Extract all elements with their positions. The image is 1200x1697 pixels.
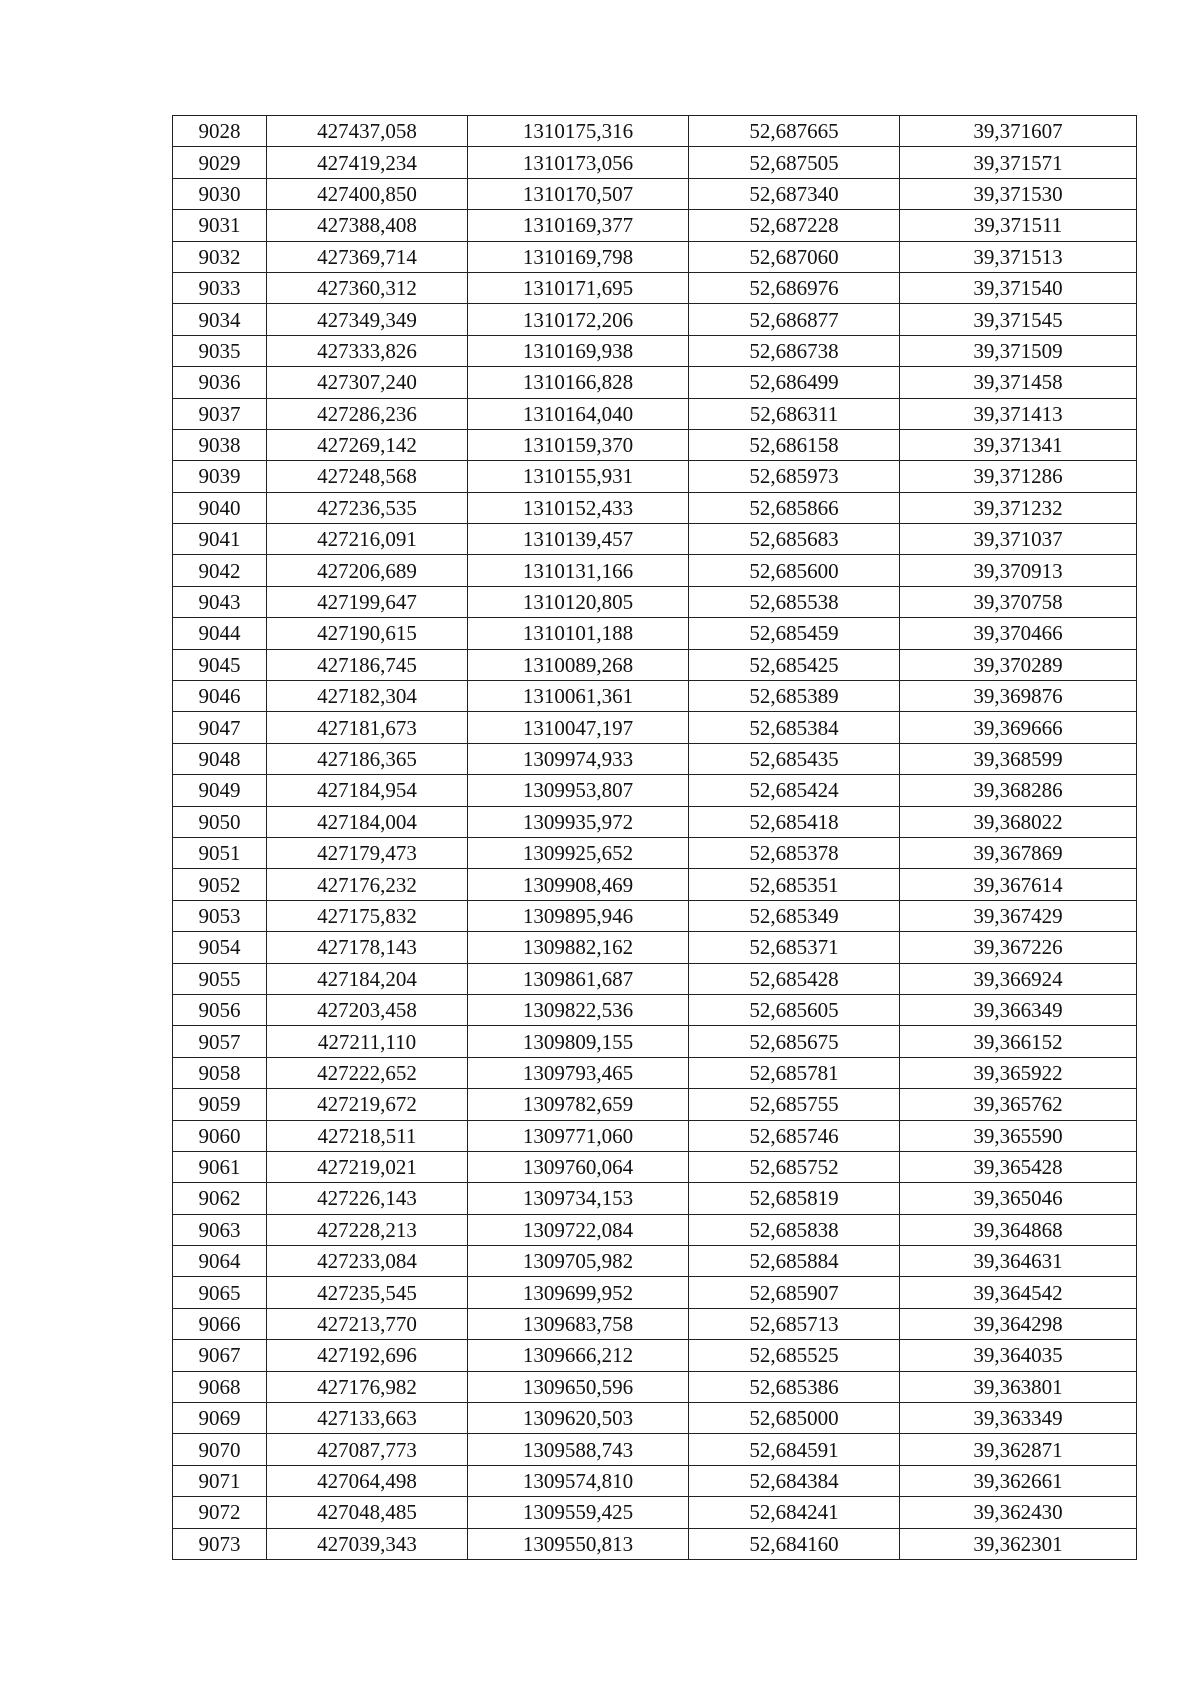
latitude-cell: 52,685781 xyxy=(689,1057,900,1088)
latitude-cell: 52,685746 xyxy=(689,1120,900,1151)
y-coordinate-cell: 1310159,370 xyxy=(468,429,689,460)
longitude-cell: 39,370758 xyxy=(900,586,1137,617)
table-row xyxy=(173,116,1137,147)
x-coordinate-cell: 427184,004 xyxy=(267,806,468,837)
y-coordinate-cell: 1310152,433 xyxy=(468,492,689,523)
longitude-cell: 39,364298 xyxy=(900,1308,1137,1339)
point-number-cell: 9045 xyxy=(173,649,267,680)
longitude-cell: 39,369666 xyxy=(900,712,1137,743)
x-coordinate-cell: 427269,142 xyxy=(267,429,468,460)
y-coordinate-cell: 1310169,798 xyxy=(468,241,689,272)
point-number-cell: 9063 xyxy=(173,1214,267,1245)
longitude-cell: 39,364868 xyxy=(900,1214,1137,1245)
latitude-cell: 52,686499 xyxy=(689,367,900,398)
longitude-cell: 39,371540 xyxy=(900,272,1137,303)
latitude-cell: 52,687340 xyxy=(689,178,900,209)
longitude-cell: 39,371458 xyxy=(900,367,1137,398)
point-number-cell: 9057 xyxy=(173,1026,267,1057)
x-coordinate-cell: 427179,473 xyxy=(267,837,468,868)
x-coordinate-cell: 427178,143 xyxy=(267,932,468,963)
longitude-cell: 39,366924 xyxy=(900,963,1137,994)
point-number-cell: 9070 xyxy=(173,1434,267,1465)
latitude-cell: 52,685838 xyxy=(689,1214,900,1245)
point-number-cell: 9047 xyxy=(173,712,267,743)
table-row xyxy=(173,1151,1137,1182)
point-number-cell: 9035 xyxy=(173,335,267,366)
point-number-cell: 9049 xyxy=(173,775,267,806)
table-row xyxy=(173,932,1137,963)
point-number-cell: 9067 xyxy=(173,1340,267,1371)
longitude-cell: 39,365428 xyxy=(900,1151,1137,1182)
latitude-cell: 52,685378 xyxy=(689,837,900,868)
longitude-cell: 39,366349 xyxy=(900,994,1137,1025)
longitude-cell: 39,362301 xyxy=(900,1528,1137,1559)
table-row xyxy=(173,555,1137,586)
table-row xyxy=(173,1434,1137,1465)
x-coordinate-cell: 427349,349 xyxy=(267,304,468,335)
x-coordinate-cell: 427211,110 xyxy=(267,1026,468,1057)
y-coordinate-cell: 1309822,536 xyxy=(468,994,689,1025)
latitude-cell: 52,685000 xyxy=(689,1403,900,1434)
x-coordinate-cell: 427218,511 xyxy=(267,1120,468,1151)
point-number-cell: 9046 xyxy=(173,681,267,712)
latitude-cell: 52,685907 xyxy=(689,1277,900,1308)
table-row xyxy=(173,775,1137,806)
point-number-cell: 9038 xyxy=(173,429,267,460)
table-row xyxy=(173,1214,1137,1245)
x-coordinate-cell: 427192,696 xyxy=(267,1340,468,1371)
x-coordinate-cell: 427186,365 xyxy=(267,743,468,774)
table-row xyxy=(173,1246,1137,1277)
latitude-cell: 52,686738 xyxy=(689,335,900,366)
y-coordinate-cell: 1309882,162 xyxy=(468,932,689,963)
point-number-cell: 9054 xyxy=(173,932,267,963)
coordinates-table-body xyxy=(173,116,1137,1560)
y-coordinate-cell: 1310131,166 xyxy=(468,555,689,586)
y-coordinate-cell: 1309861,687 xyxy=(468,963,689,994)
latitude-cell: 52,685755 xyxy=(689,1089,900,1120)
table-row xyxy=(173,1465,1137,1496)
longitude-cell: 39,368599 xyxy=(900,743,1137,774)
longitude-cell: 39,364631 xyxy=(900,1246,1137,1277)
y-coordinate-cell: 1309782,659 xyxy=(468,1089,689,1120)
point-number-cell: 9034 xyxy=(173,304,267,335)
table-row xyxy=(173,210,1137,241)
latitude-cell: 52,685683 xyxy=(689,524,900,555)
x-coordinate-cell: 427216,091 xyxy=(267,524,468,555)
x-coordinate-cell: 427039,343 xyxy=(267,1528,468,1559)
longitude-cell: 39,367429 xyxy=(900,900,1137,931)
x-coordinate-cell: 427176,982 xyxy=(267,1371,468,1402)
table-row xyxy=(173,586,1137,617)
y-coordinate-cell: 1310089,268 xyxy=(468,649,689,680)
point-number-cell: 9032 xyxy=(173,241,267,272)
table-row xyxy=(173,1371,1137,1402)
x-coordinate-cell: 427222,652 xyxy=(267,1057,468,1088)
point-number-cell: 9044 xyxy=(173,618,267,649)
table-row xyxy=(173,1089,1137,1120)
y-coordinate-cell: 1309705,982 xyxy=(468,1246,689,1277)
table-row xyxy=(173,1403,1137,1434)
latitude-cell: 52,684160 xyxy=(689,1528,900,1559)
latitude-cell: 52,684241 xyxy=(689,1497,900,1528)
latitude-cell: 52,685386 xyxy=(689,1371,900,1402)
point-number-cell: 9059 xyxy=(173,1089,267,1120)
latitude-cell: 52,685435 xyxy=(689,743,900,774)
latitude-cell: 52,685384 xyxy=(689,712,900,743)
y-coordinate-cell: 1309925,652 xyxy=(468,837,689,868)
x-coordinate-cell: 427236,535 xyxy=(267,492,468,523)
x-coordinate-cell: 427175,832 xyxy=(267,900,468,931)
y-coordinate-cell: 1309953,807 xyxy=(468,775,689,806)
latitude-cell: 52,686158 xyxy=(689,429,900,460)
longitude-cell: 39,371513 xyxy=(900,241,1137,272)
x-coordinate-cell: 427226,143 xyxy=(267,1183,468,1214)
x-coordinate-cell: 427182,304 xyxy=(267,681,468,712)
latitude-cell: 52,687505 xyxy=(689,147,900,178)
table-row xyxy=(173,994,1137,1025)
point-number-cell: 9056 xyxy=(173,994,267,1025)
point-number-cell: 9037 xyxy=(173,398,267,429)
table-row xyxy=(173,1183,1137,1214)
longitude-cell: 39,367614 xyxy=(900,869,1137,900)
longitude-cell: 39,362871 xyxy=(900,1434,1137,1465)
latitude-cell: 52,685351 xyxy=(689,869,900,900)
y-coordinate-cell: 1310169,377 xyxy=(468,210,689,241)
table-row xyxy=(173,618,1137,649)
point-number-cell: 9050 xyxy=(173,806,267,837)
y-coordinate-cell: 1309895,946 xyxy=(468,900,689,931)
table-row xyxy=(173,1308,1137,1339)
point-number-cell: 9068 xyxy=(173,1371,267,1402)
point-number-cell: 9041 xyxy=(173,524,267,555)
coordinates-table xyxy=(172,115,1137,1560)
latitude-cell: 52,685713 xyxy=(689,1308,900,1339)
point-number-cell: 9029 xyxy=(173,147,267,178)
y-coordinate-cell: 1309771,060 xyxy=(468,1120,689,1151)
table-row xyxy=(173,1120,1137,1151)
table-row xyxy=(173,272,1137,303)
x-coordinate-cell: 427133,663 xyxy=(267,1403,468,1434)
table-row xyxy=(173,1340,1137,1371)
x-coordinate-cell: 427181,673 xyxy=(267,712,468,743)
longitude-cell: 39,371037 xyxy=(900,524,1137,555)
latitude-cell: 52,685884 xyxy=(689,1246,900,1277)
y-coordinate-cell: 1310101,188 xyxy=(468,618,689,649)
longitude-cell: 39,367226 xyxy=(900,932,1137,963)
table-row xyxy=(173,241,1137,272)
latitude-cell: 52,685371 xyxy=(689,932,900,963)
longitude-cell: 39,367869 xyxy=(900,837,1137,868)
y-coordinate-cell: 1310120,805 xyxy=(468,586,689,617)
y-coordinate-cell: 1310166,828 xyxy=(468,367,689,398)
y-coordinate-cell: 1310169,938 xyxy=(468,335,689,366)
y-coordinate-cell: 1309699,952 xyxy=(468,1277,689,1308)
point-number-cell: 9030 xyxy=(173,178,267,209)
longitude-cell: 39,370466 xyxy=(900,618,1137,649)
point-number-cell: 9069 xyxy=(173,1403,267,1434)
x-coordinate-cell: 427213,770 xyxy=(267,1308,468,1339)
latitude-cell: 52,686877 xyxy=(689,304,900,335)
longitude-cell: 39,363349 xyxy=(900,1403,1137,1434)
latitude-cell: 52,685538 xyxy=(689,586,900,617)
table-row xyxy=(173,1277,1137,1308)
latitude-cell: 52,686976 xyxy=(689,272,900,303)
table-row xyxy=(173,178,1137,209)
table-row xyxy=(173,367,1137,398)
longitude-cell: 39,371341 xyxy=(900,429,1137,460)
y-coordinate-cell: 1309908,469 xyxy=(468,869,689,900)
x-coordinate-cell: 427219,021 xyxy=(267,1151,468,1182)
latitude-cell: 52,685424 xyxy=(689,775,900,806)
table-row xyxy=(173,743,1137,774)
latitude-cell: 52,685819 xyxy=(689,1183,900,1214)
longitude-cell: 39,362661 xyxy=(900,1465,1137,1496)
table-row xyxy=(173,649,1137,680)
table-row xyxy=(173,335,1137,366)
longitude-cell: 39,369876 xyxy=(900,681,1137,712)
latitude-cell: 52,685973 xyxy=(689,461,900,492)
latitude-cell: 52,685459 xyxy=(689,618,900,649)
y-coordinate-cell: 1310172,206 xyxy=(468,304,689,335)
longitude-cell: 39,365762 xyxy=(900,1089,1137,1120)
point-number-cell: 9036 xyxy=(173,367,267,398)
x-coordinate-cell: 427286,236 xyxy=(267,398,468,429)
x-coordinate-cell: 427087,773 xyxy=(267,1434,468,1465)
point-number-cell: 9053 xyxy=(173,900,267,931)
latitude-cell: 52,684384 xyxy=(689,1465,900,1496)
x-coordinate-cell: 427219,672 xyxy=(267,1089,468,1120)
table-row xyxy=(173,1057,1137,1088)
x-coordinate-cell: 427206,689 xyxy=(267,555,468,586)
point-number-cell: 9061 xyxy=(173,1151,267,1182)
longitude-cell: 39,362430 xyxy=(900,1497,1137,1528)
x-coordinate-cell: 427437,058 xyxy=(267,116,468,147)
x-coordinate-cell: 427369,714 xyxy=(267,241,468,272)
y-coordinate-cell: 1310155,931 xyxy=(468,461,689,492)
x-coordinate-cell: 427176,232 xyxy=(267,869,468,900)
latitude-cell: 52,686311 xyxy=(689,398,900,429)
latitude-cell: 52,684591 xyxy=(689,1434,900,1465)
y-coordinate-cell: 1309760,064 xyxy=(468,1151,689,1182)
y-coordinate-cell: 1309809,155 xyxy=(468,1026,689,1057)
longitude-cell: 39,368286 xyxy=(900,775,1137,806)
latitude-cell: 52,685675 xyxy=(689,1026,900,1057)
point-number-cell: 9060 xyxy=(173,1120,267,1151)
point-number-cell: 9055 xyxy=(173,963,267,994)
latitude-cell: 52,687060 xyxy=(689,241,900,272)
latitude-cell: 52,687665 xyxy=(689,116,900,147)
table-row xyxy=(173,681,1137,712)
x-coordinate-cell: 427184,204 xyxy=(267,963,468,994)
x-coordinate-cell: 427400,850 xyxy=(267,178,468,209)
x-coordinate-cell: 427228,213 xyxy=(267,1214,468,1245)
table-row xyxy=(173,900,1137,931)
x-coordinate-cell: 427333,826 xyxy=(267,335,468,366)
y-coordinate-cell: 1309666,212 xyxy=(468,1340,689,1371)
y-coordinate-cell: 1310175,316 xyxy=(468,116,689,147)
longitude-cell: 39,364542 xyxy=(900,1277,1137,1308)
table-row xyxy=(173,398,1137,429)
latitude-cell: 52,685425 xyxy=(689,649,900,680)
point-number-cell: 9072 xyxy=(173,1497,267,1528)
table-row xyxy=(173,712,1137,743)
longitude-cell: 39,370913 xyxy=(900,555,1137,586)
table-row xyxy=(173,806,1137,837)
x-coordinate-cell: 427419,234 xyxy=(267,147,468,178)
x-coordinate-cell: 427307,240 xyxy=(267,367,468,398)
point-number-cell: 9052 xyxy=(173,869,267,900)
table-row xyxy=(173,1528,1137,1559)
latitude-cell: 52,685428 xyxy=(689,963,900,994)
x-coordinate-cell: 427064,498 xyxy=(267,1465,468,1496)
y-coordinate-cell: 1309974,933 xyxy=(468,743,689,774)
table-row xyxy=(173,429,1137,460)
longitude-cell: 39,371511 xyxy=(900,210,1137,241)
latitude-cell: 52,687228 xyxy=(689,210,900,241)
longitude-cell: 39,371286 xyxy=(900,461,1137,492)
latitude-cell: 52,685349 xyxy=(689,900,900,931)
longitude-cell: 39,363801 xyxy=(900,1371,1137,1402)
x-coordinate-cell: 427248,568 xyxy=(267,461,468,492)
x-coordinate-cell: 427199,647 xyxy=(267,586,468,617)
y-coordinate-cell: 1309574,810 xyxy=(468,1465,689,1496)
point-number-cell: 9071 xyxy=(173,1465,267,1496)
table-row xyxy=(173,461,1137,492)
longitude-cell: 39,371232 xyxy=(900,492,1137,523)
latitude-cell: 52,685389 xyxy=(689,681,900,712)
x-coordinate-cell: 427048,485 xyxy=(267,1497,468,1528)
longitude-cell: 39,366152 xyxy=(900,1026,1137,1057)
x-coordinate-cell: 427388,408 xyxy=(267,210,468,241)
point-number-cell: 9051 xyxy=(173,837,267,868)
point-number-cell: 9040 xyxy=(173,492,267,523)
point-number-cell: 9028 xyxy=(173,116,267,147)
latitude-cell: 52,685752 xyxy=(689,1151,900,1182)
x-coordinate-cell: 427235,545 xyxy=(267,1277,468,1308)
x-coordinate-cell: 427203,458 xyxy=(267,994,468,1025)
point-number-cell: 9064 xyxy=(173,1246,267,1277)
longitude-cell: 39,371607 xyxy=(900,116,1137,147)
table-row xyxy=(173,524,1137,555)
x-coordinate-cell: 427360,312 xyxy=(267,272,468,303)
longitude-cell: 39,371413 xyxy=(900,398,1137,429)
longitude-cell: 39,371545 xyxy=(900,304,1137,335)
x-coordinate-cell: 427190,615 xyxy=(267,618,468,649)
y-coordinate-cell: 1309683,758 xyxy=(468,1308,689,1339)
table-row xyxy=(173,147,1137,178)
y-coordinate-cell: 1310171,695 xyxy=(468,272,689,303)
y-coordinate-cell: 1310139,457 xyxy=(468,524,689,555)
y-coordinate-cell: 1309650,596 xyxy=(468,1371,689,1402)
table-row xyxy=(173,837,1137,868)
latitude-cell: 52,685525 xyxy=(689,1340,900,1371)
y-coordinate-cell: 1310047,197 xyxy=(468,712,689,743)
point-number-cell: 9066 xyxy=(173,1308,267,1339)
y-coordinate-cell: 1310170,507 xyxy=(468,178,689,209)
y-coordinate-cell: 1309722,084 xyxy=(468,1214,689,1245)
latitude-cell: 52,685866 xyxy=(689,492,900,523)
x-coordinate-cell: 427233,084 xyxy=(267,1246,468,1277)
longitude-cell: 39,371509 xyxy=(900,335,1137,366)
y-coordinate-cell: 1310164,040 xyxy=(468,398,689,429)
point-number-cell: 9033 xyxy=(173,272,267,303)
table-row xyxy=(173,963,1137,994)
y-coordinate-cell: 1309734,153 xyxy=(468,1183,689,1214)
y-coordinate-cell: 1309793,465 xyxy=(468,1057,689,1088)
point-number-cell: 9065 xyxy=(173,1277,267,1308)
point-number-cell: 9042 xyxy=(173,555,267,586)
y-coordinate-cell: 1309559,425 xyxy=(468,1497,689,1528)
table-row xyxy=(173,492,1137,523)
longitude-cell: 39,370289 xyxy=(900,649,1137,680)
point-number-cell: 9048 xyxy=(173,743,267,774)
y-coordinate-cell: 1309588,743 xyxy=(468,1434,689,1465)
latitude-cell: 52,685605 xyxy=(689,994,900,1025)
longitude-cell: 39,365922 xyxy=(900,1057,1137,1088)
longitude-cell: 39,365590 xyxy=(900,1120,1137,1151)
latitude-cell: 52,685418 xyxy=(689,806,900,837)
point-number-cell: 9031 xyxy=(173,210,267,241)
table-row xyxy=(173,1026,1137,1057)
latitude-cell: 52,685600 xyxy=(689,555,900,586)
point-number-cell: 9062 xyxy=(173,1183,267,1214)
table-row xyxy=(173,869,1137,900)
y-coordinate-cell: 1310061,361 xyxy=(468,681,689,712)
point-number-cell: 9073 xyxy=(173,1528,267,1559)
point-number-cell: 9043 xyxy=(173,586,267,617)
y-coordinate-cell: 1309620,503 xyxy=(468,1403,689,1434)
y-coordinate-cell: 1309550,813 xyxy=(468,1528,689,1559)
longitude-cell: 39,368022 xyxy=(900,806,1137,837)
longitude-cell: 39,371530 xyxy=(900,178,1137,209)
point-number-cell: 9058 xyxy=(173,1057,267,1088)
point-number-cell: 9039 xyxy=(173,461,267,492)
longitude-cell: 39,364035 xyxy=(900,1340,1137,1371)
longitude-cell: 39,365046 xyxy=(900,1183,1137,1214)
table-row xyxy=(173,304,1137,335)
longitude-cell: 39,371571 xyxy=(900,147,1137,178)
y-coordinate-cell: 1310173,056 xyxy=(468,147,689,178)
table-row xyxy=(173,1497,1137,1528)
x-coordinate-cell: 427184,954 xyxy=(267,775,468,806)
x-coordinate-cell: 427186,745 xyxy=(267,649,468,680)
y-coordinate-cell: 1309935,972 xyxy=(468,806,689,837)
